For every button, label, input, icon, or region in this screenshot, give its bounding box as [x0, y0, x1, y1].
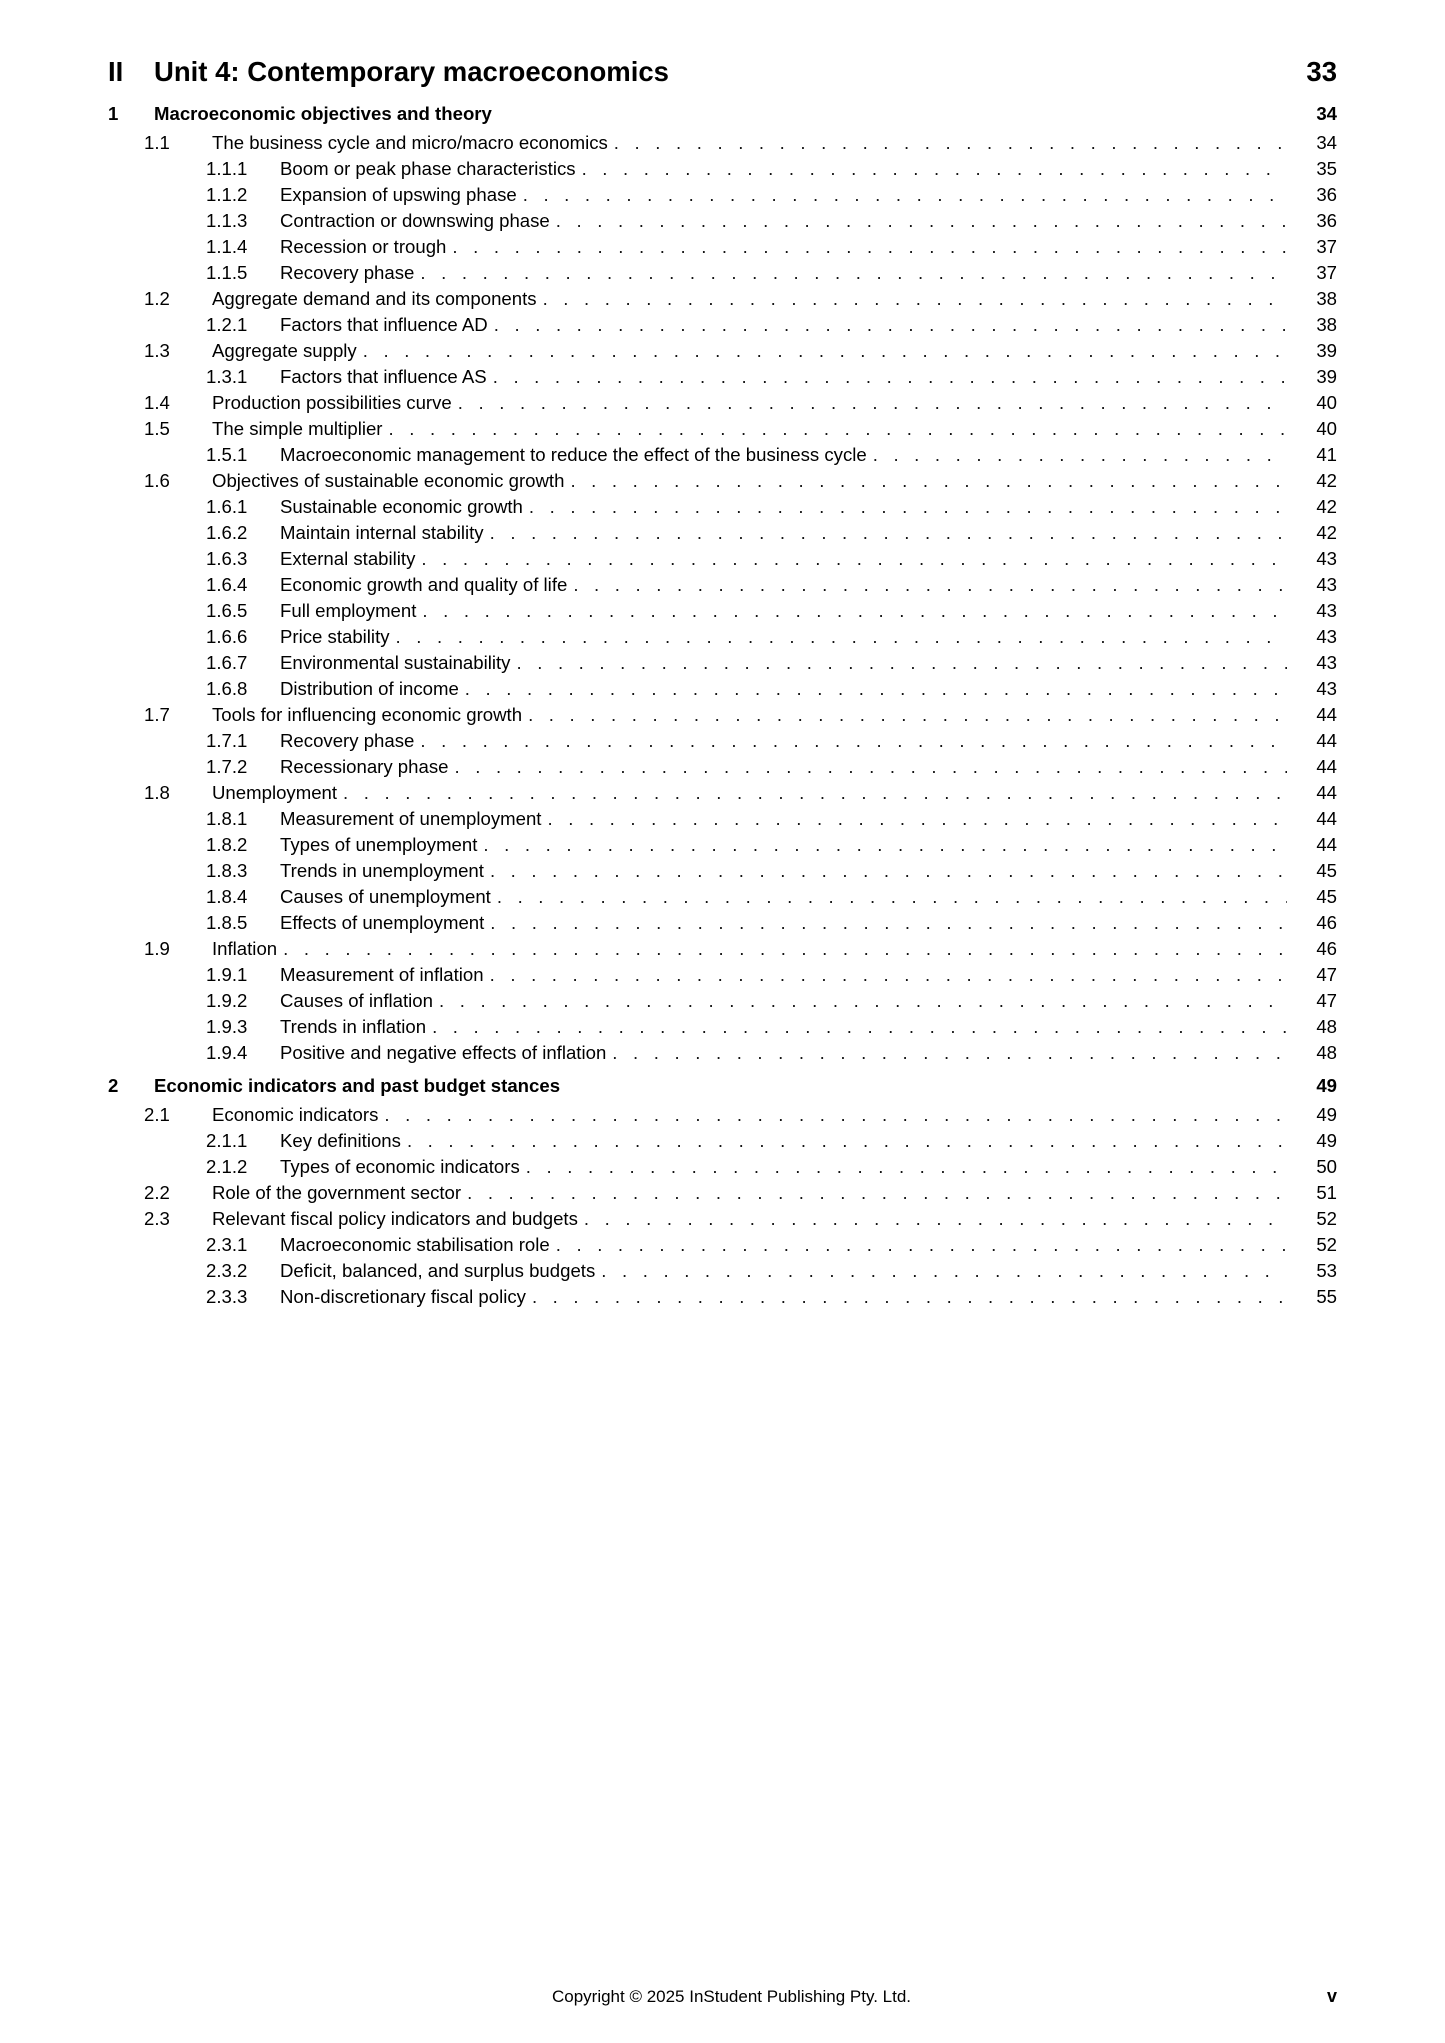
toc-entry-sec[interactable]: [108, 1102, 1337, 1128]
entry-number: 2.1.1: [206, 1130, 248, 1151]
dot-leader: [363, 338, 1287, 364]
entry-page-number: 51: [1316, 1182, 1337, 1203]
entry-title: Measurement of inflation: [280, 964, 484, 985]
entry-page-number: 38: [1316, 314, 1337, 335]
entry-number: 1.4: [144, 392, 170, 413]
entry-page-number: 43: [1316, 600, 1337, 621]
dot-leader: [432, 1014, 1287, 1040]
entry-number: 1.6.6: [206, 626, 248, 647]
entry-number: 1.6.1: [206, 496, 248, 517]
toc-entry-sub[interactable]: [108, 312, 1337, 338]
toc-entry-sub[interactable]: [108, 624, 1337, 650]
entry-number: 1.9.4: [206, 1042, 248, 1063]
entry-page-number: 34: [1316, 103, 1337, 124]
entry-page-number: 49: [1316, 1104, 1337, 1125]
entry-title: Economic growth and quality of life: [280, 574, 568, 595]
dot-leader: [421, 546, 1287, 572]
entry-number: 2.1.2: [206, 1156, 248, 1177]
toc-entry-sub[interactable]: [108, 884, 1337, 910]
toc-entry-sub[interactable]: [108, 442, 1337, 468]
entry-number: 1.6.5: [206, 600, 248, 621]
entry-title: Relevant fiscal policy indicators and budgets: [212, 1208, 578, 1229]
toc-part-heading[interactable]: [108, 56, 1337, 88]
entry-title: Economic indicators: [212, 1104, 379, 1125]
toc-entry-sub[interactable]: [108, 728, 1337, 754]
entry-title: Effects of unemployment: [280, 912, 485, 933]
dot-leader: [584, 1206, 1287, 1232]
entry-page-number: 43: [1316, 652, 1337, 673]
toc-entry-sec[interactable]: [108, 286, 1337, 312]
dot-leader: [439, 988, 1287, 1014]
entry-page-number: 47: [1316, 964, 1337, 985]
dot-leader: [526, 1154, 1287, 1180]
entry-number: 1.5: [144, 418, 170, 439]
entry-page-number: 44: [1316, 730, 1337, 751]
toc-entry-sec[interactable]: [108, 130, 1337, 156]
dot-leader: [396, 624, 1287, 650]
entry-page-number: 46: [1316, 938, 1337, 959]
entry-number: 1.8.1: [206, 808, 248, 829]
page-footer: [108, 1986, 1337, 2007]
dot-leader: [490, 910, 1287, 936]
entry-page-number: 53: [1316, 1260, 1337, 1281]
entry-page-number: 48: [1316, 1042, 1337, 1063]
entry-title: External stability: [280, 548, 416, 569]
entry-page-number: 43: [1316, 574, 1337, 595]
toc-entry-sub[interactable]: [108, 858, 1337, 884]
dot-leader: [452, 234, 1287, 260]
entry-title: Economic indicators and past budget stances: [154, 1075, 561, 1096]
entry-page-number: 55: [1316, 1286, 1337, 1307]
toc-entry-sub[interactable]: [108, 1284, 1337, 1310]
entry-page-number: 43: [1316, 548, 1337, 569]
dot-leader: [420, 728, 1287, 754]
entry-title: Inflation: [212, 938, 278, 959]
entry-number: 2.3: [144, 1208, 170, 1229]
toc-entry-sub[interactable]: [108, 364, 1337, 390]
dot-leader: [547, 806, 1287, 832]
dot-leader: [614, 130, 1287, 156]
entry-title: Tools for influencing economic growth: [212, 704, 523, 725]
entry-number: 2.3.1: [206, 1234, 248, 1255]
entry-number: 1.9.3: [206, 1016, 248, 1037]
toc-entry-sub[interactable]: [108, 1258, 1337, 1284]
entry-page-number: 37: [1316, 236, 1337, 257]
footer-page-marker: v: [1326, 1986, 1337, 2006]
entry-page-number: 52: [1316, 1208, 1337, 1229]
part-number: II: [108, 56, 124, 87]
copyright-text: Copyright © 2025 InStudent Publishing Pty. Ltd.: [551, 1987, 912, 2006]
dot-leader: [516, 650, 1287, 676]
dot-leader: [528, 702, 1287, 728]
entry-page-number: 44: [1316, 834, 1337, 855]
entry-title: Sustainable economic growth: [280, 496, 523, 517]
entry-number: 1.6.3: [206, 548, 248, 569]
toc-entry-sec[interactable]: [108, 780, 1337, 806]
entry-title: Aggregate supply: [212, 340, 357, 361]
toc-entry-sub[interactable]: [108, 988, 1337, 1014]
toc-entry-sub[interactable]: [108, 1040, 1337, 1066]
dot-leader: [454, 754, 1287, 780]
entry-page-number: 42: [1316, 496, 1337, 517]
dot-leader: [601, 1258, 1287, 1284]
toc-entry-sub[interactable]: [108, 546, 1337, 572]
entry-page-number: 37: [1316, 262, 1337, 283]
entry-page-number: 49: [1316, 1075, 1337, 1096]
entry-page-number: 42: [1316, 522, 1337, 543]
entry-page-number: 43: [1316, 678, 1337, 699]
entry-number: 1.8.2: [206, 834, 248, 855]
dot-leader: [529, 494, 1287, 520]
entry-title: Contraction or downswing phase: [280, 210, 550, 231]
dot-leader: [422, 598, 1287, 624]
entry-page-number: 46: [1316, 912, 1337, 933]
dot-leader: [556, 208, 1287, 234]
toc-entry-sub[interactable]: [108, 910, 1337, 936]
entry-title: Causes of inflation: [280, 990, 433, 1011]
entry-title: Factors that influence AS: [280, 366, 487, 387]
toc-entry-list: [108, 103, 1337, 1310]
toc-entry-chap[interactable]: [108, 103, 1337, 125]
entry-title: Production possibilities curve: [212, 392, 452, 413]
entry-page-number: 40: [1316, 392, 1337, 413]
entry-page-number: 34: [1316, 132, 1337, 153]
entry-page-number: 39: [1316, 340, 1337, 361]
entry-title: Maintain internal stability: [280, 522, 484, 543]
entry-page-number: 35: [1316, 158, 1337, 179]
entry-page-number: 44: [1316, 756, 1337, 777]
toc-entry-sec[interactable]: [108, 390, 1337, 416]
entry-number: 1.6.4: [206, 574, 248, 595]
entry-page-number: 47: [1316, 990, 1337, 1011]
dot-leader: [556, 1232, 1287, 1258]
dot-leader: [490, 858, 1287, 884]
entry-number: 1.1.4: [206, 236, 248, 257]
entry-title: Recession or trough: [280, 236, 447, 257]
entry-title: Causes of unemployment: [280, 886, 491, 907]
entry-title: Factors that influence AD: [280, 314, 488, 335]
entry-title: Deficit, balanced, and surplus budgets: [280, 1260, 596, 1281]
toc-entry-sub[interactable]: [108, 234, 1337, 260]
entry-number: 1.9.1: [206, 964, 248, 985]
entry-title: Full employment: [280, 600, 417, 621]
entry-title: Recovery phase: [280, 730, 415, 751]
dot-leader: [407, 1128, 1287, 1154]
entry-page-number: 39: [1316, 366, 1337, 387]
entry-title: Unemployment: [212, 782, 338, 803]
dot-leader: [467, 1180, 1287, 1206]
entry-page-number: 41: [1316, 444, 1337, 465]
toc-entry-sub[interactable]: [108, 260, 1337, 286]
entry-title: Price stability: [280, 626, 390, 647]
toc-entry-sub[interactable]: [108, 1014, 1337, 1040]
part-title: Unit 4: Contemporary macroeconomics: [154, 56, 669, 87]
entry-number: 1.6.8: [206, 678, 248, 699]
dot-leader: [523, 182, 1287, 208]
entry-title: The business cycle and micro/macro economics: [212, 132, 608, 153]
entry-title: Trends in inflation: [280, 1016, 427, 1037]
toc-entry-sub[interactable]: [108, 182, 1337, 208]
entry-number: 1.1.2: [206, 184, 248, 205]
entry-number: 1.1.3: [206, 210, 248, 231]
entry-title: Recovery phase: [280, 262, 415, 283]
toc-entry-sub[interactable]: [108, 572, 1337, 598]
entry-number: 1.8: [144, 782, 170, 803]
entry-page-number: 43: [1316, 626, 1337, 647]
entry-title: Non-discretionary fiscal policy: [280, 1286, 526, 1307]
entry-number: 1.6.2: [206, 522, 248, 543]
entry-number: 1.5.1: [206, 444, 248, 465]
entry-number: 1.2: [144, 288, 170, 309]
toc-entry-sub[interactable]: [108, 650, 1337, 676]
dot-leader: [873, 442, 1287, 468]
toc-entry-chap[interactable]: [108, 1075, 1337, 1097]
toc-entry-sec[interactable]: [108, 1206, 1337, 1232]
entry-number: 1.9: [144, 938, 170, 959]
entry-title: Objectives of sustainable economic growth: [212, 470, 565, 491]
toc-entry-sub[interactable]: [108, 494, 1337, 520]
toc-entry-sub[interactable]: [108, 754, 1337, 780]
toc-entry-sub[interactable]: [108, 1154, 1337, 1180]
entry-title: Distribution of income: [280, 678, 459, 699]
entry-title: Macroeconomic management to reduce the effect of the business cycle: [280, 444, 867, 465]
entry-title: The simple multiplier: [212, 418, 383, 439]
entry-title: Role of the government sector: [212, 1182, 462, 1203]
dot-leader: [582, 156, 1287, 182]
entry-title: Macroeconomic objectives and theory: [154, 103, 492, 124]
dot-leader: [494, 312, 1287, 338]
entry-page-number: 36: [1316, 184, 1337, 205]
entry-page-number: 42: [1316, 470, 1337, 491]
entry-number: 2: [108, 1075, 119, 1096]
entry-title: Types of unemployment: [280, 834, 478, 855]
entry-number: 1.2.1: [206, 314, 248, 335]
entry-page-number: 38: [1316, 288, 1337, 309]
part-page-number: 33: [1306, 56, 1337, 87]
entry-number: 1.9.2: [206, 990, 248, 1011]
toc-entry-sub[interactable]: [108, 1232, 1337, 1258]
toc-entry-sub[interactable]: [108, 1128, 1337, 1154]
entry-title: Key definitions: [280, 1130, 401, 1151]
entry-page-number: 40: [1316, 418, 1337, 439]
entry-page-number: 44: [1316, 808, 1337, 829]
entry-number: 1.6.7: [206, 652, 248, 673]
entry-page-number: 44: [1316, 704, 1337, 725]
entry-number: 1.6: [144, 470, 170, 491]
entry-number: 1.1: [144, 132, 170, 153]
toc-entry-sub[interactable]: [108, 208, 1337, 234]
entry-number: 2.3.2: [206, 1260, 248, 1281]
dot-leader: [532, 1284, 1287, 1310]
toc-entry-sec[interactable]: [108, 416, 1337, 442]
dot-leader: [384, 1102, 1287, 1128]
dot-leader: [490, 962, 1287, 988]
entry-number: 1.1.1: [206, 158, 248, 179]
entry-page-number: 52: [1316, 1234, 1337, 1255]
dot-leader: [389, 416, 1288, 442]
toc-entry-sec[interactable]: [108, 468, 1337, 494]
entry-number: 1.8.4: [206, 886, 248, 907]
entry-title: Expansion of upswing phase: [280, 184, 517, 205]
entry-number: 1.7.1: [206, 730, 248, 751]
entry-number: 1.8.5: [206, 912, 248, 933]
dot-leader: [343, 780, 1287, 806]
dot-leader: [612, 1040, 1287, 1066]
toc-entry-sec[interactable]: [108, 1180, 1337, 1206]
entry-title: Positive and negative effects of inflation: [280, 1042, 607, 1063]
entry-title: Environmental sustainability: [280, 652, 511, 673]
toc-entry-sec[interactable]: [108, 338, 1337, 364]
entry-number: 2.3.3: [206, 1286, 248, 1307]
entry-title: Types of economic indicators: [280, 1156, 520, 1177]
entry-page-number: 48: [1316, 1016, 1337, 1037]
entry-page-number: 45: [1316, 886, 1337, 907]
entry-number: 1.3: [144, 340, 170, 361]
dot-leader: [283, 936, 1287, 962]
dot-leader: [543, 286, 1287, 312]
toc-entry-sub[interactable]: [108, 598, 1337, 624]
entry-page-number: 49: [1316, 1130, 1337, 1151]
entry-page-number: 45: [1316, 860, 1337, 881]
toc-entry-sub[interactable]: [108, 806, 1337, 832]
dot-leader: [497, 884, 1287, 910]
entry-page-number: 44: [1316, 782, 1337, 803]
dot-leader: [458, 390, 1287, 416]
toc-entry-sub[interactable]: [108, 520, 1337, 546]
entry-title: Trends in unemployment: [280, 860, 484, 881]
dot-leader: [570, 468, 1287, 494]
entry-number: 1.7: [144, 704, 170, 725]
entry-number: 1.7.2: [206, 756, 248, 777]
entry-number: 2.2: [144, 1182, 170, 1203]
dot-leader: [493, 364, 1287, 390]
entry-title: Macroeconomic stabilisation role: [280, 1234, 550, 1255]
dot-leader: [465, 676, 1287, 702]
dot-leader: [483, 832, 1287, 858]
toc-entry-sec[interactable]: [108, 936, 1337, 962]
dot-leader: [420, 260, 1287, 286]
toc-entry-sub[interactable]: [108, 676, 1337, 702]
entry-number: 1.8.3: [206, 860, 248, 881]
dot-leader: [573, 572, 1287, 598]
toc-entry-sub[interactable]: [108, 156, 1337, 182]
entry-title: Measurement of unemployment: [280, 808, 542, 829]
entry-title: Boom or peak phase characteristics: [280, 158, 576, 179]
entry-page-number: 50: [1316, 1156, 1337, 1177]
dot-leader: [490, 520, 1287, 546]
entry-number: 1.3.1: [206, 366, 248, 387]
entry-number: 1.1.5: [206, 262, 248, 283]
entry-title: Aggregate demand and its components: [212, 288, 537, 309]
toc-entry-sub[interactable]: [108, 832, 1337, 858]
toc-entry-sec[interactable]: [108, 702, 1337, 728]
entry-page-number: 36: [1316, 210, 1337, 231]
toc-entry-sub[interactable]: [108, 962, 1337, 988]
entry-number: 1: [108, 103, 119, 124]
entry-title: Recessionary phase: [280, 756, 449, 777]
entry-number: 2.1: [144, 1104, 170, 1125]
